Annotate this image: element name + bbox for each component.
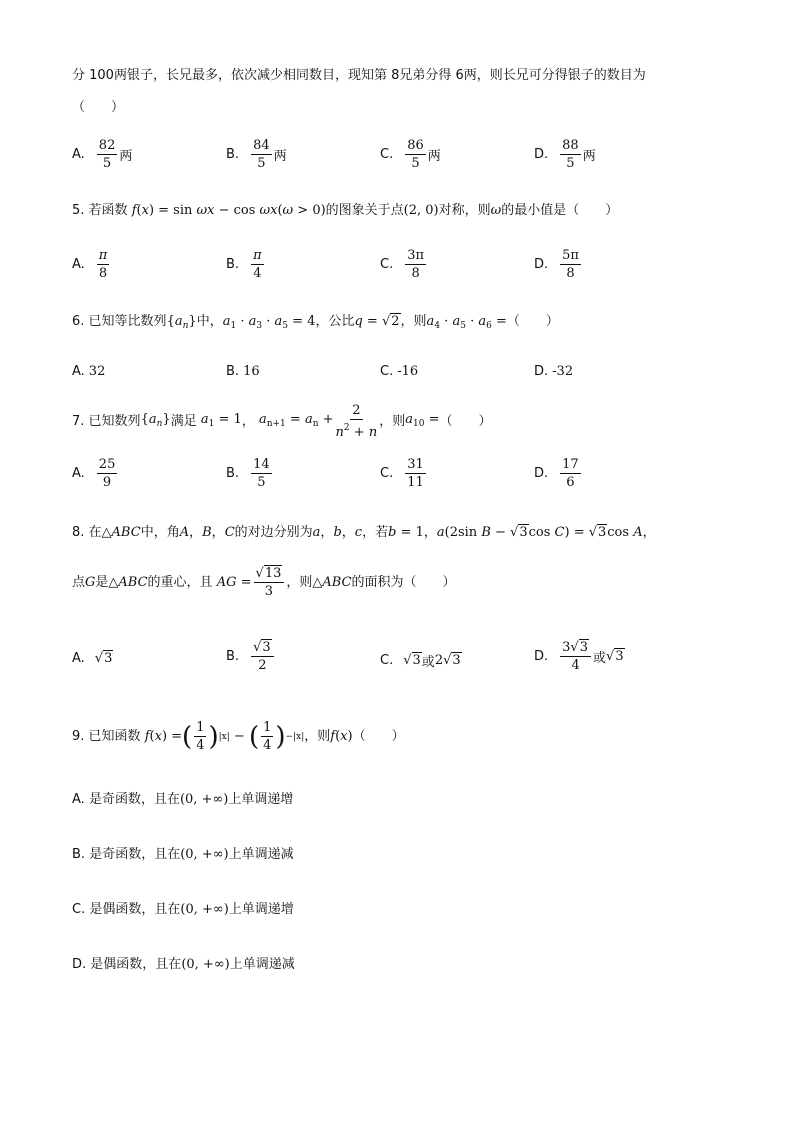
q4-stem: 分 100两银子，长兄最多，依次减少相同数目，现知第 8兄弟分得 6两，则长兄可分得银子的数目为 [72, 68, 646, 83]
fraction: $\frac{√3}{2}$ [251, 640, 274, 673]
q5-option-b[interactable]: B. $\frac{\pi}{4}$ [226, 248, 262, 281]
q9-option-d[interactable]: D. 是偶函数，且在(0, +∞)上单调递减 [72, 957, 295, 972]
q7-stem: 7. 已知数列 $\{a_n\}$ 满足 $a_1 = 1$ ， $a_{n+1} = a_n$ + $\frac{2}{n^2 + n}$ ，则 $a_{10}$ = （ ） [72, 403, 492, 440]
fraction: $\frac{84}{5}$ [253, 138, 270, 171]
q5-point: (2, 0) [403, 203, 439, 218]
q7-option-d[interactable]: D. $\frac{17}{6}$ [534, 457, 579, 490]
unit: 两 [273, 149, 287, 164]
q4-option-c[interactable] [380, 138, 441, 171]
q5-option-c[interactable]: C. $\frac{3\pi}{8}$ [380, 248, 425, 281]
q7-option-a[interactable]: A. $\frac{25}{9}$ [72, 457, 116, 490]
fraction: $\frac{88}{5}$ [562, 138, 579, 171]
option-value: √3 [94, 651, 113, 666]
q9-stem: 9. 已知函数 f(x) = ( $\frac{1}{4}$ ) |x| − ( $\frac{1}{4}$ ) −|x| ，则 f(x) （ ） [72, 720, 405, 753]
q6-option-c[interactable]: C. -16 [380, 364, 419, 379]
fraction: $\frac{3\pi}{8}$ [407, 248, 425, 281]
fraction: $\frac{17}{6}$ [562, 457, 579, 490]
fraction: $\frac{82}{5}$ [98, 138, 116, 171]
q6-stem: 6. 已知等比数列$\{a_n\}$中，$a_1 \cdot a_3 \cdot a_5 = 4$，公比q = √2，则$a_4 \cdot a_5 \cdot a_6$ =（ ） [72, 314, 559, 331]
q8-option-d[interactable]: D. $\frac{3√3}{4}$ 或 √3 [534, 640, 624, 673]
q4-option-b[interactable] [226, 138, 287, 171]
q7-fraction: $\frac{2}{n^2 + n}$ [335, 403, 378, 440]
option-value: √3 [403, 653, 421, 668]
q8-stem-line1: 8. 在△ABC中，角A，B，C的对边分别为a，b，c，若b = 1，a(2sin B − √3cos C) = √3cos A， [72, 525, 656, 540]
q8-ag-fraction: $\frac{√13}{3}$ [254, 566, 285, 599]
q5-function-expr: f(x) = sin ωx − cos ωx(ω > 0) [131, 203, 326, 218]
q4-option-d[interactable] [534, 138, 596, 171]
q8-option-a[interactable]: A. √3 [72, 651, 113, 666]
q9-option-b[interactable]: B. 是奇函数，且在(0, +∞)上单调递减 [72, 847, 294, 862]
unit: 两 [582, 149, 596, 164]
q6-option-a[interactable]: A. 32 [72, 364, 106, 379]
q5-stem: 5. 若函数 f(x) = sin ωx − cos ωx(ω > 0)的图象关于点(2, 0)对称，则ω的最小值是（ ） [72, 203, 619, 218]
q4-option-a[interactable] [72, 138, 132, 171]
q7-option-c[interactable]: C. $\frac{31}{11}$ [380, 457, 424, 490]
q9-fraction-1: $\frac{1}{4}$ [196, 720, 205, 753]
unit: 两 [427, 149, 441, 164]
fraction: $\frac{\pi}{8}$ [98, 248, 108, 281]
q5-option-a[interactable]: A. $\frac{\pi}{8}$ [72, 248, 108, 281]
unit: 两 [119, 149, 133, 164]
option-label: B. [226, 147, 240, 162]
fraction: $\frac{31}{11}$ [407, 457, 424, 490]
option-label: A. [72, 147, 85, 162]
fraction: $\frac{3√3}{4}$ [560, 640, 591, 673]
q4-answer-blank: （ ） [72, 100, 125, 115]
q8-stem-line2: 点 G 是△ ABC 的重心，且 AG = $\frac{√13}{3}$ ，则△ ABC 的面积为（ ） [72, 566, 456, 599]
q6-option-d[interactable]: D. -32 [534, 364, 574, 379]
fraction: $\frac{5\pi}{8}$ [562, 248, 579, 281]
q8-option-b[interactable]: B. $\frac{√3}{2}$ [226, 640, 276, 673]
fraction: $\frac{86}{5}$ [407, 138, 424, 171]
fraction: $\frac{\pi}{4}$ [253, 248, 262, 281]
q6-option-b[interactable]: B. 16 [226, 364, 260, 379]
q5-option-d[interactable]: D. $\frac{5\pi}{8}$ [534, 248, 579, 281]
fraction: $\frac{25}{9}$ [98, 457, 116, 490]
q9-option-a[interactable]: A. 是奇函数，且在(0, +∞)上单调递增 [72, 792, 294, 807]
option-label: D. [534, 147, 549, 162]
fraction: $\frac{14}{5}$ [253, 457, 270, 490]
q9-option-c[interactable]: C. 是偶函数，且在(0, +∞)上单调递增 [72, 902, 294, 917]
q9-fraction-2: $\frac{1}{4}$ [263, 720, 272, 753]
option-label: C. [380, 147, 394, 162]
q8-option-c[interactable]: C. √3 或 2√3 [380, 653, 461, 670]
q7-option-b[interactable]: B. $\frac{14}{5}$ [226, 457, 270, 490]
